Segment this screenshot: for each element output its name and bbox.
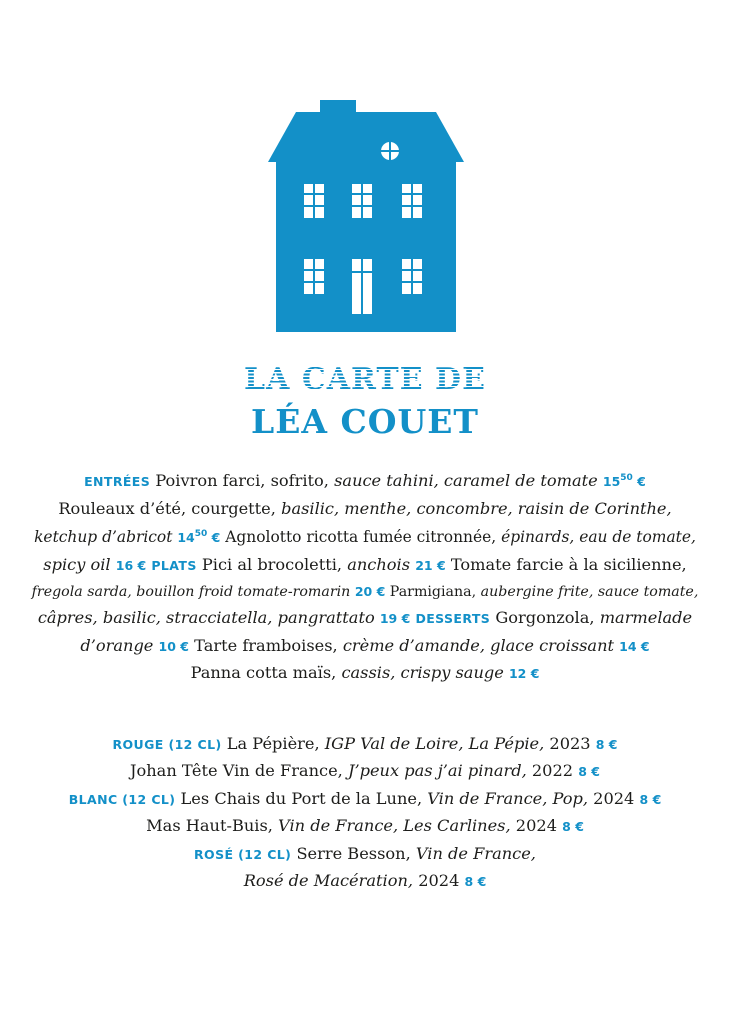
wine-appellation: Rosé de Macération, — [243, 871, 414, 891]
price: 19 € — [379, 611, 411, 627]
wine-producer: Les Chais du Port de la Lune, — [180, 788, 423, 808]
food-line-5 — [30, 579, 700, 605]
dish-text: Parmigiana, — [389, 583, 477, 600]
dish-description: aubergine frite, sauce tomate, — [480, 583, 699, 600]
dish-description: basilic, menthe, concombre, raisin de Corinthe, — [281, 498, 672, 518]
wine-producer: Mas Haut-Buis, — [146, 816, 273, 836]
dish-text: Agnolotto ricotta fumée citronnée, — [225, 528, 497, 547]
price: 8 € — [578, 764, 600, 780]
wine-menu — [30, 731, 700, 895]
dish-description: spicy oil — [43, 554, 111, 574]
dish-description: sauce tahini, caramel de tomate — [334, 471, 598, 491]
price: $14^{50}$ € — [177, 528, 221, 546]
price: 16 € — [115, 557, 147, 573]
category-plats: PLATS — [151, 557, 197, 573]
price: 12 € — [508, 666, 540, 682]
wine-appellation: Vin de France, Pop, — [427, 788, 588, 808]
wine-line-2 — [30, 758, 700, 785]
dish-description: marmelade — [599, 608, 693, 628]
wine-appellation: J’peux pas j’ai pinard, — [347, 761, 527, 781]
food-menu — [30, 466, 700, 688]
dish-text: Rouleaux d’été, courgette, — [58, 498, 276, 518]
house-logo — [268, 98, 464, 332]
house-chimney — [320, 100, 356, 114]
food-line-7 — [30, 633, 700, 660]
wine-appellation: Vin de France, Les Carlines, — [278, 816, 511, 836]
category-desserts: DESSERTS — [415, 611, 491, 627]
wine-vintage: 2022 — [531, 761, 574, 781]
category-entrees: ENTRÉES — [84, 474, 151, 490]
dish-text: Poivron farci, sofrito, — [155, 471, 329, 491]
wine-producer: Serre Besson, — [296, 843, 411, 863]
wine-line-3 — [30, 786, 700, 813]
dish-description: cassis, crispy sauge — [341, 663, 504, 683]
wine-producer: Johan Tête Vin de France, — [130, 761, 343, 781]
house-roof — [268, 112, 464, 162]
food-line-1 — [30, 466, 700, 496]
price: 8 € — [639, 791, 662, 807]
price: 8 € — [562, 819, 584, 835]
dish-text: Tarte framboises, — [194, 635, 338, 655]
category-blanc: BLANC (12 CL) — [68, 791, 176, 807]
dish-text: Panna cotta maïs, — [190, 663, 337, 683]
dish-description: câpres, basilic, stracciatella, pangrattato — [37, 608, 375, 628]
dish-description: épinards, eau de tomate, — [501, 528, 696, 547]
dish-description: anchois — [347, 554, 411, 574]
price: 21 € — [415, 557, 446, 573]
wine-line-4 — [30, 813, 700, 840]
wine-appellation: IGP Val de Loire, La Pépie, — [324, 734, 545, 753]
category-rose: ROSÉ (12 CL) — [194, 846, 292, 862]
dish-description: fregola sarda, bouillon froid tomate-romarin — [31, 583, 351, 600]
dish-description: ketchup d’abricot — [34, 528, 173, 547]
house-round-window — [381, 142, 399, 160]
price: 10 € — [158, 638, 189, 654]
category-rouge: ROUGE (12 CL) — [112, 737, 222, 752]
food-line-8 — [30, 660, 700, 687]
wine-vintage: 2023 — [549, 734, 591, 753]
menu-title-line1: LA CARTE DE — [0, 360, 730, 400]
price: $15^{50}$ € — [602, 473, 646, 490]
price: 20 € — [354, 583, 386, 599]
dish-description: d’orange — [80, 635, 154, 655]
price: 8 € — [595, 737, 618, 752]
dish-description: crème d’amande, glace croissant — [342, 635, 615, 655]
food-line-6 — [30, 605, 700, 632]
food-line-3 — [30, 522, 700, 552]
wine-vintage: 2024 — [593, 788, 635, 808]
food-line-2 — [30, 496, 700, 522]
wine-line-1 — [30, 731, 700, 758]
wine-line-5 — [30, 841, 700, 868]
dish-text: Gorgonzola, — [495, 608, 595, 628]
wine-vintage: 2024 — [515, 816, 557, 836]
wine-line-6 — [30, 868, 700, 895]
dish-text: Tomate farcie à la sicilienne, — [450, 554, 687, 574]
wine-producer: La Pépière, — [226, 734, 320, 753]
food-line-4 — [30, 552, 700, 579]
price: 8 € — [464, 874, 487, 890]
dish-text: Pici al brocoletti, — [201, 554, 343, 574]
wine-vintage: 2024 — [418, 871, 460, 891]
menu-title-line2: LÉA COUET — [251, 402, 479, 441]
price: 14 € — [619, 638, 650, 654]
wine-appellation: Vin de France, — [415, 843, 536, 863]
